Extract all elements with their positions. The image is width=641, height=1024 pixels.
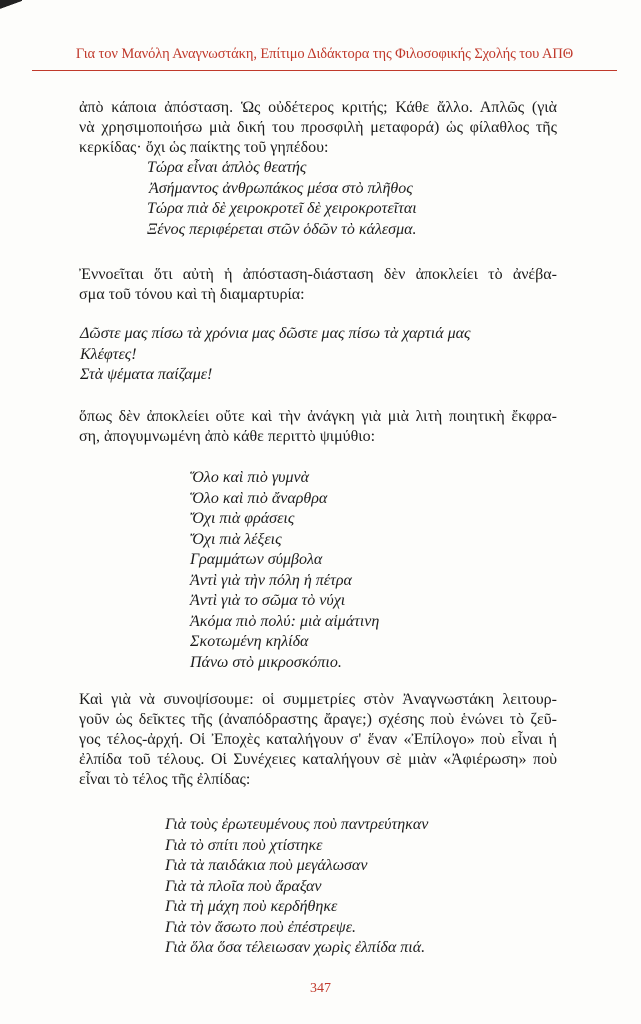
verse-line: Δῶστε μας πίσω τὰ χρόνια μας δῶστε μας πίσω τὰ χαρτιά μας bbox=[80, 325, 471, 342]
text-line: κερκίδας· ὄχι ὡς παίκτης τοῦ γηπέδου: bbox=[79, 139, 329, 156]
verse-line: Γιὰ τὸ σπίτι ποὺ χτίστηκε bbox=[165, 836, 323, 854]
verse-line: Τώρα εἶναι ἁπλὸς θεατής bbox=[147, 159, 307, 176]
verse-line: Κλέφτες! bbox=[80, 345, 137, 363]
verse-line: Γιὰ τὸν ἄσωτο ποὺ ἐπέστρεψε. bbox=[165, 918, 357, 936]
text-line: Ἐννοεῖται ὅτι αὐτὴ ἡ ἀπόσταση-διάσταση δὲν ἀποκλείει τὸ ἀνέβα- bbox=[79, 266, 557, 283]
header-rule bbox=[32, 70, 617, 71]
verse-line: Ὄχι πιὰ λέξεις bbox=[190, 530, 282, 548]
verse-line: Ξένος περιφέρεται στῶν ὁδῶν τὸ κάλεσμα. bbox=[147, 220, 417, 238]
paragraph bbox=[79, 98, 557, 158]
poem-excerpt bbox=[80, 324, 471, 386]
verse-line: Ὅλο καὶ πιὸ ἄναρθρα bbox=[190, 489, 328, 507]
verse-line: Ὄχι πιὰ φράσεις bbox=[190, 510, 295, 527]
scan-corner-mark bbox=[0, 0, 22, 14]
paragraph bbox=[79, 690, 557, 790]
verse-line: Γιὰ τὰ πλοῖα ποὺ ἄραξαν bbox=[165, 877, 322, 895]
verse-line: Ἀκόμα πιὸ πολύ: μιὰ αἱμάτινη bbox=[190, 612, 380, 630]
verse-line: Πάνω στὸ μικροσκόπιο. bbox=[190, 653, 342, 671]
verse-line: Σκοτωμένη κηλίδα bbox=[190, 633, 309, 650]
poem-excerpt bbox=[190, 468, 379, 673]
text-line: ση, ἀπογυμνωμένη ἀπὸ κάθε περιττὸ ψιμύθιο: bbox=[79, 428, 376, 445]
text-line: ὅπως δὲν ἀποκλείει οὔτε καὶ τὴν ἀνάγκη γιὰ μιὰ λιτὴ ποιητικὴ ἔκφρα- bbox=[79, 408, 557, 425]
paragraph bbox=[79, 407, 557, 447]
verse-line: Ἀντὶ γιὰ το σῶμα τὸ νύχι bbox=[190, 592, 346, 609]
verse-line: Ὅλο καὶ πιὸ γυμνὰ bbox=[190, 469, 309, 486]
running-header: Για τον Μανόλη Αναγνωστάκη, Επίτιμο Διδάκτορα της Φιλοσοφικής Σχολής του ΑΠΘ bbox=[75, 46, 574, 62]
verse-line: Στὰ ψέματα παίζαμε! bbox=[80, 366, 213, 383]
text-line: εἶναι τὸ τέλος τῆς ἐλπίδας: bbox=[79, 771, 251, 788]
verse-line: Γιὰ τὰ παιδάκια ποὺ μεγάλωσαν bbox=[165, 857, 368, 874]
poem-excerpt bbox=[147, 158, 417, 240]
verse-line: Γιὰ τοὺς ἐρωτευμένους ποὺ παντρεύτηκαν bbox=[165, 816, 429, 833]
text-line: Καὶ γιὰ νὰ συνοψίσουμε: οἱ συμμετρίες στὸν Ἀναγνωστάκη λειτουρ- bbox=[79, 691, 557, 708]
poem-excerpt bbox=[165, 815, 428, 959]
text-line: νὰ χρησιμοποιήσω μιὰ δική του προσφιλὴ μεταφορά) ὡς φίλαθλος τῆς bbox=[79, 119, 557, 136]
verse-line: Ἀσήμαντος ἀνθρωπάκος μέσα στὸ πλῆθος bbox=[149, 179, 413, 197]
verse-line: Ἀντὶ γιὰ τὴν πόλη ἡ πέτρα bbox=[190, 571, 352, 589]
text-line: ἐλπίδα τοῦ τέλους. Οἱ Συνέχειες καταλήγουν σὲ μιὰν «Ἀφιέρωση» ποὺ bbox=[79, 751, 557, 768]
verse-line: Γιὰ τὴ μάχη ποὺ κερδήθηκε bbox=[165, 898, 338, 915]
page-number: 347 bbox=[310, 981, 331, 996]
text-line: ἀπὸ κάποια ἀπόσταση. Ὡς οὐδέτερος κριτής; Κάθε ἄλλο. Απλῶς (γιὰ bbox=[79, 99, 557, 116]
text-line: σμα τοῦ τόνου καὶ τὴ διαμαρτυρία: bbox=[79, 286, 305, 303]
text-line: γοῦν ὡς δεῖκτες τῆς (ἀναπόδραστης ἄραγε;) σχέσης ποὺ ἑνώνει τὸ ζεῦ- bbox=[79, 711, 557, 728]
verse-line: Γιὰ ὅλα ὅσα τέλειωσαν χωρὶς ἐλπίδα πιά. bbox=[165, 939, 426, 956]
verse-line: Τώρα πιὰ δὲ χειροκροτεῖ δὲ χειροκροτεῖται bbox=[147, 200, 417, 217]
paragraph bbox=[79, 265, 557, 305]
verse-line: Γραμμάτων σύμβολα bbox=[190, 551, 323, 568]
text-line: γος τέλος-ἀρχή. Οἱ Ἐποχὲς καταλήγουν σ' ἕναν «Ἐπίλογο» ποὺ εἶναι ἡ bbox=[79, 731, 557, 748]
